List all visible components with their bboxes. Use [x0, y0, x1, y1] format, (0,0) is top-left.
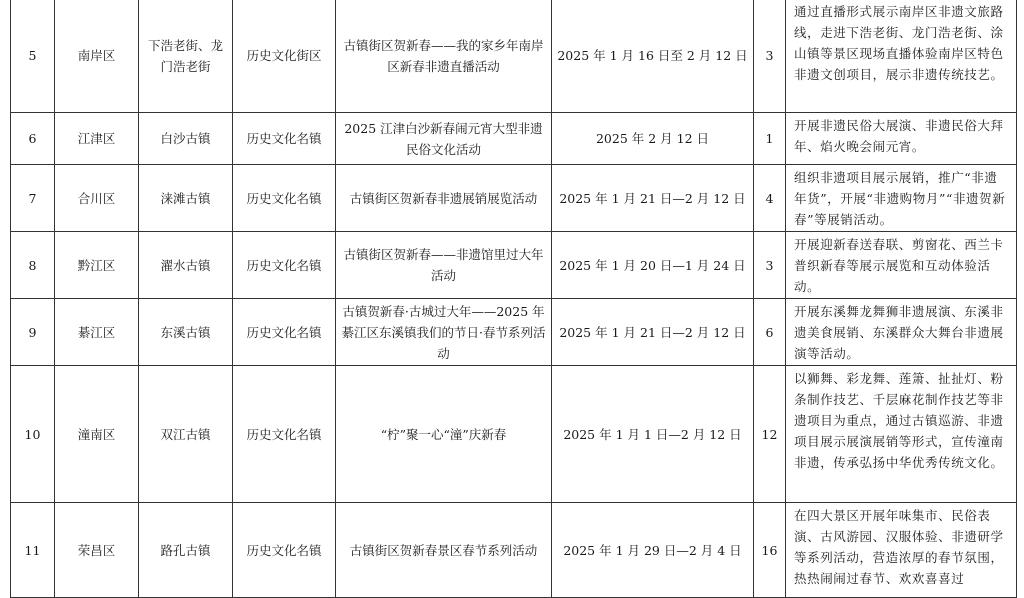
- venue-type: 历史文化名镇: [233, 232, 336, 299]
- event-date: 2025 年 1 月 21 日—2 月 12 日: [552, 165, 754, 232]
- row-number: 9: [11, 299, 55, 366]
- event-description: 开展非遗民俗大展演、非遗民俗大拜年、焰火晚会闹元宵。: [786, 113, 1017, 165]
- row-number: 11: [11, 503, 55, 598]
- table-row: [11, 113, 1017, 165]
- event-name: 古镇街区贺新春——我的家乡年南岸区新春非遗直播活动: [336, 0, 552, 113]
- event-name: “柠”聚一心“潼”庆新春: [336, 366, 552, 503]
- row-number: 5: [11, 0, 55, 113]
- event-description: 在四大景区开展年味集市、民俗表演、古风游园、汉服体验、非遗研学等系列活动，营造浓厚的春节氛围，热热闹闹过春节、欢欢喜喜过: [786, 503, 1017, 598]
- venue-name: 东溪古镇: [139, 299, 233, 366]
- table-row: [11, 232, 1017, 299]
- table-row: [11, 503, 1017, 598]
- row-number: 6: [11, 113, 55, 165]
- event-count: 3: [754, 232, 786, 299]
- event-description: 组织非遗项目展示展销，推广“非遗年货”，开展“非遗购物月”“非遗贺新春”等展销活动。: [786, 165, 1017, 232]
- event-description: 通过直播形式展示南岸区非遗文旅路线，走进下浩老街、龙门浩老街、涂山镇等景区现场直播体验南岸区特色非遗文创项目，展示非遗传统技艺。: [786, 0, 1017, 113]
- table-row: [11, 299, 1017, 366]
- table-row: [11, 366, 1017, 503]
- district: 南岸区: [55, 0, 139, 113]
- district: 綦江区: [55, 299, 139, 366]
- event-date: 2025 年 1 月 20 日—1 月 24 日: [552, 232, 754, 299]
- event-name: 古镇贺新春·古城过大年——2025 年綦江区东溪镇我们的节日·春节系列活动: [336, 299, 552, 366]
- event-name: 古镇街区贺新春景区春节系列活动: [336, 503, 552, 598]
- event-date: 2025 年 1 月 16 日至 2 月 12 日: [552, 0, 754, 113]
- event-count: 4: [754, 165, 786, 232]
- events-table: [10, 0, 1017, 598]
- event-date: 2025 年 1 月 1 日—2 月 12 日: [552, 366, 754, 503]
- row-number: 10: [11, 366, 55, 503]
- district: 潼南区: [55, 366, 139, 503]
- event-count: 16: [754, 503, 786, 598]
- venue-name: 下浩老街、龙门浩老街: [139, 0, 233, 113]
- event-count: 1: [754, 113, 786, 165]
- district: 合川区: [55, 165, 139, 232]
- event-count: 12: [754, 366, 786, 503]
- event-date: 2025 年 2 月 12 日: [552, 113, 754, 165]
- event-count: 3: [754, 0, 786, 113]
- venue-name: 濯水古镇: [139, 232, 233, 299]
- district: 江津区: [55, 113, 139, 165]
- table-row: [11, 165, 1017, 232]
- table-row: [11, 0, 1017, 113]
- venue-type: 历史文化名镇: [233, 299, 336, 366]
- event-date: 2025 年 1 月 29 日—2 月 4 日: [552, 503, 754, 598]
- venue-type: 历史文化名镇: [233, 366, 336, 503]
- event-name: 古镇街区贺新春非遗展销展览活动: [336, 165, 552, 232]
- venue-name: 白沙古镇: [139, 113, 233, 165]
- venue-type: 历史文化名镇: [233, 113, 336, 165]
- row-number: 8: [11, 232, 55, 299]
- venue-name: 涞滩古镇: [139, 165, 233, 232]
- venue-type: 历史文化名镇: [233, 165, 336, 232]
- venue-name: 双江古镇: [139, 366, 233, 503]
- event-name: 2025 江津白沙新春闹元宵大型非遗民俗文化活动: [336, 113, 552, 165]
- district: 黔江区: [55, 232, 139, 299]
- venue-type: 历史文化名镇: [233, 503, 336, 598]
- event-description: 开展东溪舞龙舞狮非遗展演、东溪非遗美食展销、东溪群众大舞台非遗展演等活动。: [786, 299, 1017, 366]
- venue-type: 历史文化街区: [233, 0, 336, 113]
- venue-name: 路孔古镇: [139, 503, 233, 598]
- event-description: 以狮舞、彩龙舞、莲箫、扯扯灯、粉条制作技艺、千层麻花制作技艺等非遗项目为重点，通过古镇巡游、非遗项目展示展演展销等形式，宣传潼南非遗，传承弘扬中华优秀传统文化。: [786, 366, 1017, 503]
- event-count: 6: [754, 299, 786, 366]
- district: 荣昌区: [55, 503, 139, 598]
- event-name: 古镇街区贺新春——非遗馆里过大年活动: [336, 232, 552, 299]
- event-description: 开展迎新春送春联、剪窗花、西兰卡普织新春等展示展览和互动体验活动。: [786, 232, 1017, 299]
- event-date: 2025 年 1 月 21 日—2 月 12 日: [552, 299, 754, 366]
- row-number: 7: [11, 165, 55, 232]
